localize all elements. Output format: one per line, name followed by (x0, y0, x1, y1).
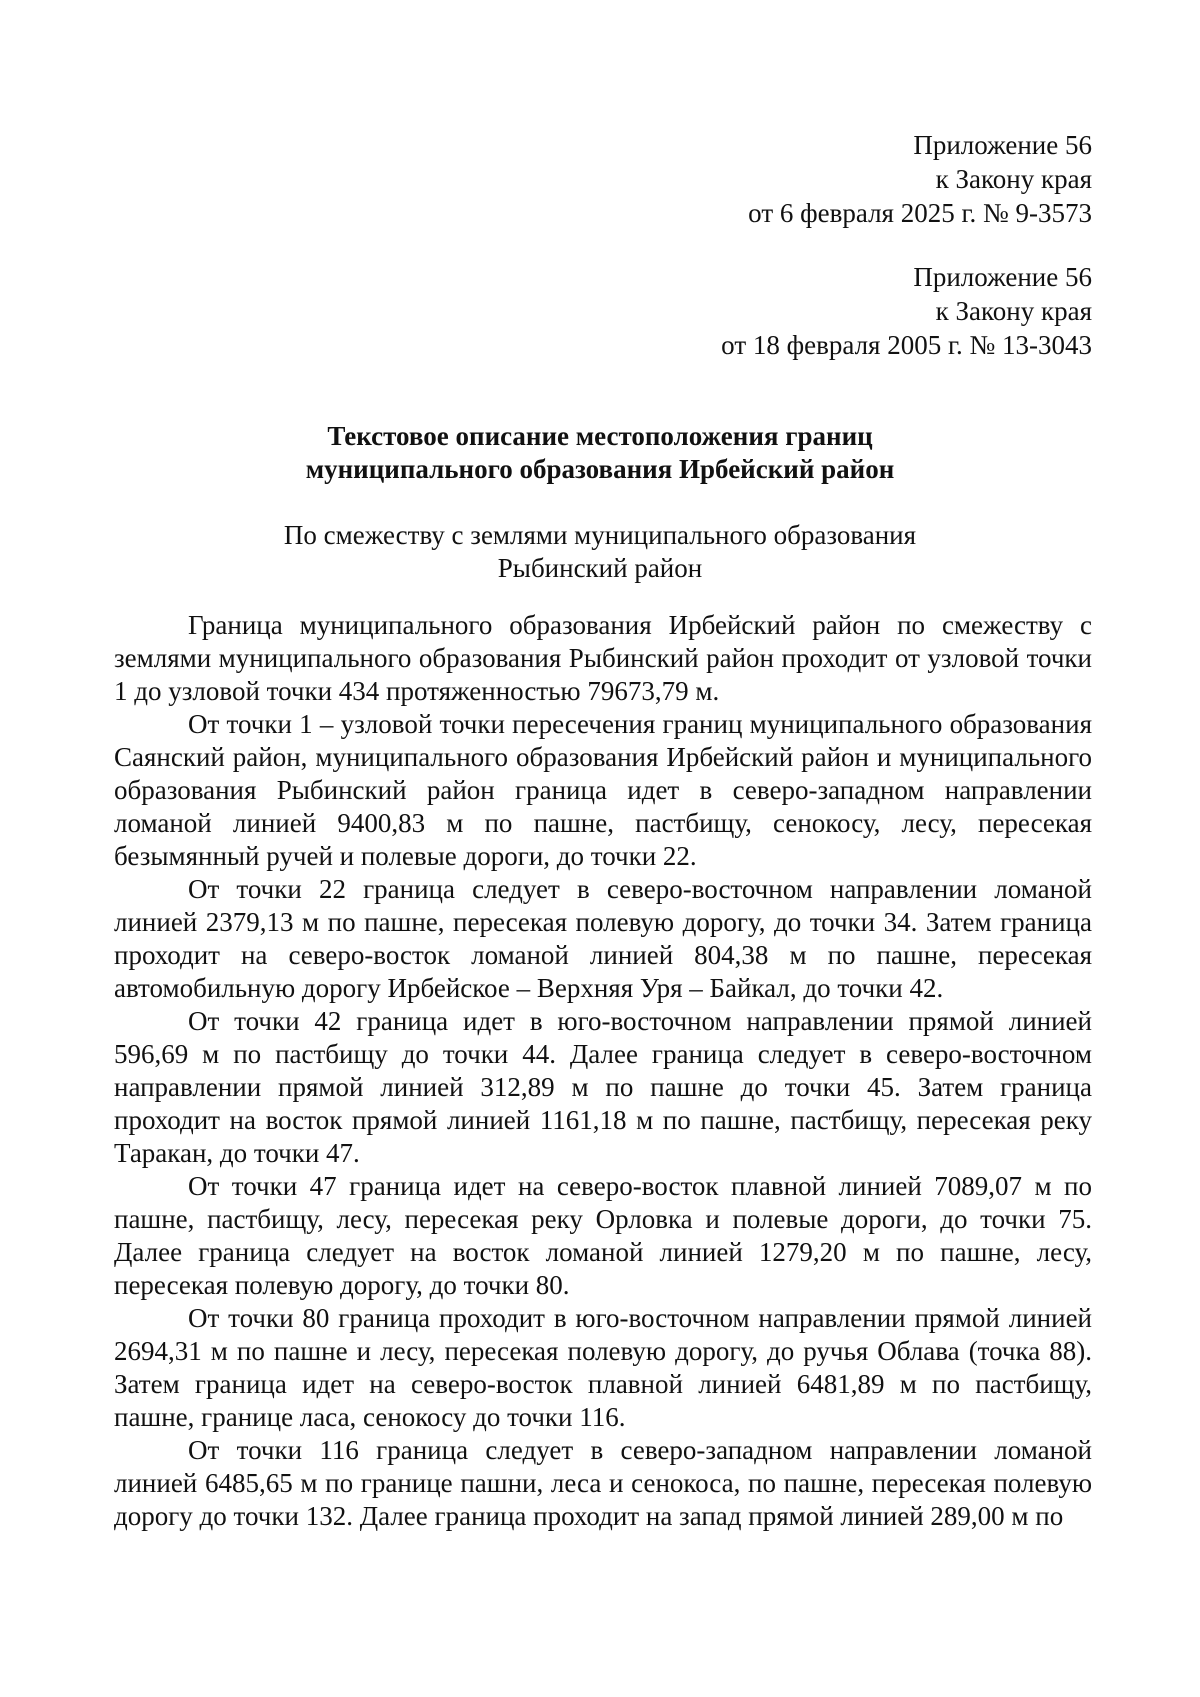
body-paragraph: От точки 22 граница следует в северо-восточном направлении ломаной линией 2379,13 м по пашне, пересекая полевую дорогу, до точки 34. Затем граница проходит на северо-восток ломаной линией 804,38 м по пашне, пересекая автомобильную дорогу Ирбейское – Верхняя Уря – Байкал, до точки 42. (114, 874, 1092, 1003)
section-subtitle-line: Рыбинский район (497, 553, 703, 583)
body-paragraph: От точки 80 граница проходит в юго-восточном направлении прямой линией 2694,31 м по пашне и лесу, пересекая полевую дорогу, до ручья Облава (точка 88). Затем граница идет на северо-восток плавной линией 6481,89 м по пастбищу, пашне, границе ласа, сенокосу до точки 116. (114, 1303, 1092, 1432)
document-title (0, 420, 1200, 486)
body-paragraph: От точки 1 – узловой точки пересечения границ муниципального образования Саянский район, муниципального образования Ирбейский район и муниципального образования Рыбинский район граница идет в северо-западном направлении ломаной линией 9400,83 м по пашне, пастбищу, сенокосу, лесу, пересекая безымянный ручей и полевые дороги, до точки 22. (114, 709, 1092, 871)
appendix-header-original (721, 260, 1092, 362)
body-paragraph: От точки 42 граница идет в юго-восточном направлении прямой линией 596,69 м по пастбищу до точки 44. Далее граница следует в северо-восточном направлении прямой линией 312,89 м по пашне до точки 45. Затем граница проходит на восток прямой линией 1161,18 м по пашне, пастбищу, пересекая реку Таракан, до точки 47. (114, 1006, 1092, 1168)
body-paragraph: Граница муниципального образования Ирбейский район по смежеству с землями муниципального образования Рыбинский район проходит от узловой точки 1 до узловой точки 434 протяженностью 79673,79 м. (114, 610, 1092, 706)
appendix-law-reference: к Закону края (935, 296, 1092, 326)
body-paragraph: От точки 47 граница идет на северо-восток плавной линией 7089,07 м по пашне, пастбищу, лесу, пересекая реку Орловка и полевые дороги, до точки 75. Далее граница следует на восток ломаной линией 1279,20 м по пашне, лесу, пересекая полевую дорогу, до точки 80. (114, 1171, 1092, 1300)
appendix-number: Приложение 56 (913, 262, 1092, 292)
document-body (114, 609, 1092, 1533)
document-title-line: муниципального образования Ирбейский район (305, 454, 895, 484)
section-subtitle-line: По смежеству с землями муниципального образования (283, 520, 917, 550)
section-subtitle (0, 519, 1200, 585)
appendix-law-reference: к Закону края (935, 164, 1092, 194)
appendix-law-date: от 6 февраля 2025 г. № 9-3573 (748, 198, 1092, 228)
document-title-line: Текстовое описание местоположения границ (327, 421, 873, 451)
appendix-number: Приложение 56 (913, 130, 1092, 160)
appendix-header-current (748, 128, 1092, 230)
body-paragraph: От точки 116 граница следует в северо-западном направлении ломаной линией 6485,65 м по границе пашни, леса и сенокоса, по пашне, пересекая полевую дорогу до точки 132. Далее граница проходит на запад прямой линией 289,00 м по (114, 1435, 1092, 1531)
appendix-law-date: от 18 февраля 2005 г. № 13-3043 (721, 330, 1092, 360)
